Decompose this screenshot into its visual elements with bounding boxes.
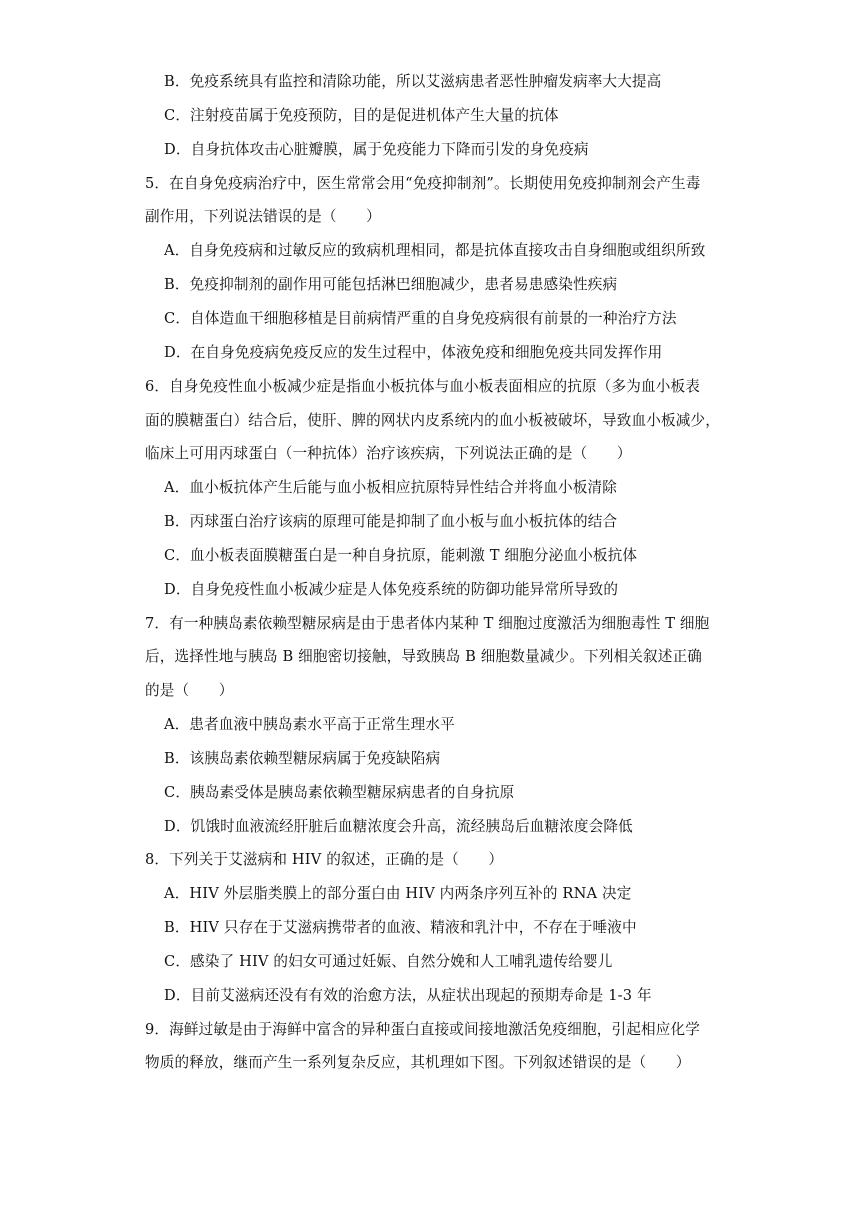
- question-7-line-1: 7．有一种胰岛素依赖型糖尿病是由于患者体内某种 T 细胞过度激活为细胞毒性 T 细胞: [145, 615, 710, 632]
- question-8: 8．下列关于艾滋病和 HIV 的叙述，正确的是（ ）: [145, 851, 504, 868]
- option-7c: C．胰岛素受体是胰岛素依赖型糖尿病患者的自身抗原: [164, 784, 515, 801]
- option-7d: D．饥饿时血液流经肝脏后血糖浓度会升高，流经胰岛后血糖浓度会降低: [164, 818, 633, 835]
- option-4c: C．注射疫苗属于免疫预防，目的是促进机体产生大量的抗体: [164, 107, 559, 124]
- option-6d: D．自身免疫性血小板减少症是人体免疫系统的防御功能异常所导致的: [164, 581, 619, 598]
- question-6-line-2: 面的膜糖蛋白）结合后，使肝、脾的网状内皮系统内的血小板被破坏，导致血小板减少，: [145, 412, 721, 429]
- option-5a: A．自身免疫病和过敏反应的致病机理相同，都是抗体直接攻击自身细胞或组织所致: [164, 242, 706, 259]
- option-7b: B．该胰岛素依赖型糖尿病属于免疫缺陷病: [164, 750, 441, 767]
- question-5-line-1: 5．在自身免疫病治疗中，医生常常会用“免疫抑制剂”。长期使用免疫抑制剂会产生毒: [145, 175, 701, 192]
- question-7-line-3: 的是（ ）: [145, 682, 234, 699]
- option-5c: C．自体造血干细胞移植是目前病情严重的自身免疫病很有前景的一种治疗方法: [164, 310, 677, 327]
- option-6c: C．血小板表面膜糖蛋白是一种自身抗原，能刺激 T 细胞分泌血小板抗体: [164, 547, 638, 564]
- question-9-line-1: 9．海鲜过敏是由于海鲜中富含的异种蛋白直接或间接地激活免疫细胞，引起相应化学: [145, 1021, 700, 1038]
- option-8a: A．HIV 外层脂类膜上的部分蛋白由 HIV 内两条序列互补的 RNA 决定: [164, 885, 632, 902]
- option-6b: B．丙球蛋白治疗该病的原理可能是抑制了血小板与血小板抗体的结合: [164, 513, 618, 530]
- option-5d: D．在自身免疫病免疫反应的发生过程中，体液免疫和细胞免疫共同发挥作用: [164, 344, 663, 361]
- question-9-line-2: 物质的释放，继而产生一系列复杂反应，其机理如下图。下列叙述错误的是（ ）: [145, 1054, 691, 1071]
- question-7-line-2: 后，选择性地与胰岛 B 细胞密切接触，导致胰岛 B 细胞数量减少。下列相关叙述正确: [145, 648, 702, 665]
- question-6-line-1: 6．自身免疫性血小板减少症是指血小板抗体与血小板表面相应的抗原（多为血小板表: [145, 378, 700, 395]
- option-4d: D．自身抗体攻击心脏瓣膜，属于免疫能力下降而引发的身免疫病: [164, 141, 589, 158]
- question-6-line-3: 临床上可用丙球蛋白（一种抗体）治疗该疾病，下列说法正确的是（ ）: [145, 445, 632, 462]
- option-4b: B．免疫系统具有监控和清除功能，所以艾滋病患者恶性肿瘤发病率大大提高: [164, 73, 662, 90]
- option-7a: A．患者血液中胰岛素水平高于正常生理水平: [164, 716, 455, 733]
- option-8b: B．HIV 只存在于艾滋病携带者的血液、精液和乳汁中，不存在于唾液中: [164, 919, 637, 936]
- option-8c: C．感染了 HIV 的妇女可通过妊娠、自然分娩和人工哺乳遗传给婴儿: [164, 953, 613, 970]
- question-5-line-2: 副作用，下列说法错误的是（ ）: [145, 208, 381, 225]
- option-5b: B．免疫抑制剂的副作用可能包括淋巴细胞减少，患者易患感染性疾病: [164, 276, 618, 293]
- option-6a: A．血小板抗体产生后能与血小板相应抗原特异性结合并将血小板清除: [164, 479, 618, 496]
- option-8d: D．目前艾滋病还没有有效的治愈方法，从症状出现起的预期寿命是 1-3 年: [164, 987, 652, 1004]
